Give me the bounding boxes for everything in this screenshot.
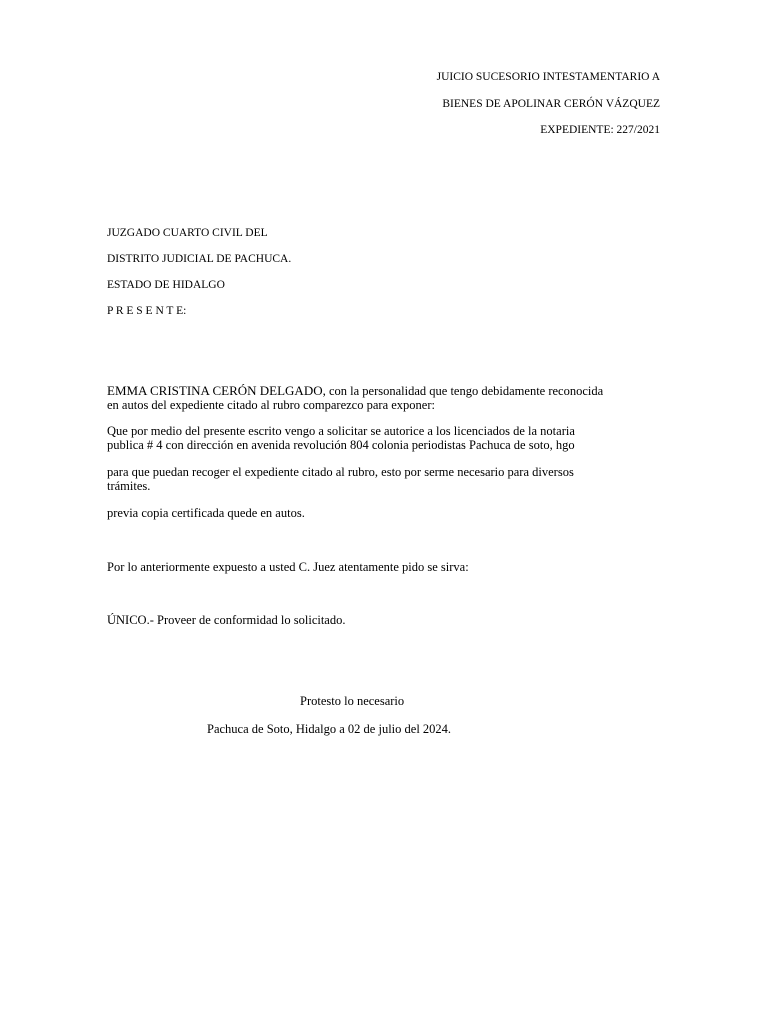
intro-line-2: en autos del expediente citado al rubro comparezco para exponer: [107, 398, 435, 412]
court-name-line: JUZGADO CUARTO CIVIL DEL [107, 227, 268, 239]
case-number-line: EXPEDIENTE: 227/2021 [540, 124, 660, 136]
case-subject-line: BIENES DE APOLINAR CERÓN VÁZQUEZ [442, 98, 660, 110]
request-paragraph-line-1: Que por medio del presente escrito vengo a solicitar se autorice a los licenciados de la notaria [107, 424, 575, 438]
intro-rest: con la personalidad que tengo debidamente reconocida [325, 384, 604, 398]
unico-line: ÚNICO.- Proveer de conformidad lo solicitado. [107, 613, 346, 627]
judicial-district-line: DISTRITO JUDICIAL DE PACHUCA. [107, 253, 292, 265]
place-date-line: Pachuca de Soto, Hidalgo a 02 de julio del 2024. [207, 722, 452, 736]
request-paragraph-line-2: publica # 4 con dirección en avenida revolución 804 colonia periodistas Pachuca de soto, hgo [107, 438, 575, 452]
case-type-line: JUICIO SUCESORIO INTESTAMENTARIO A [436, 71, 660, 83]
purpose-paragraph-line-2: trámites. [107, 479, 151, 493]
petitioner-name: EMMA CRISTINA CERÓN DELGADO, [107, 383, 326, 398]
purpose-paragraph-line-1: para que puedan recoger el expediente citado al rubro, esto por serme necesario para diversos [107, 465, 574, 479]
intro-line-1 [107, 384, 603, 398]
state-line: ESTADO DE HIDALGO [107, 279, 225, 291]
presente-line: P R E S E N T E: [107, 305, 187, 317]
protesto-line: Protesto lo necesario [300, 694, 405, 708]
petition-request-line: Por lo anteriormente expuesto a usted C. Juez atentamente pido se sirva: [107, 560, 469, 574]
certified-copy-line: previa copia certificada quede en autos. [107, 506, 305, 520]
